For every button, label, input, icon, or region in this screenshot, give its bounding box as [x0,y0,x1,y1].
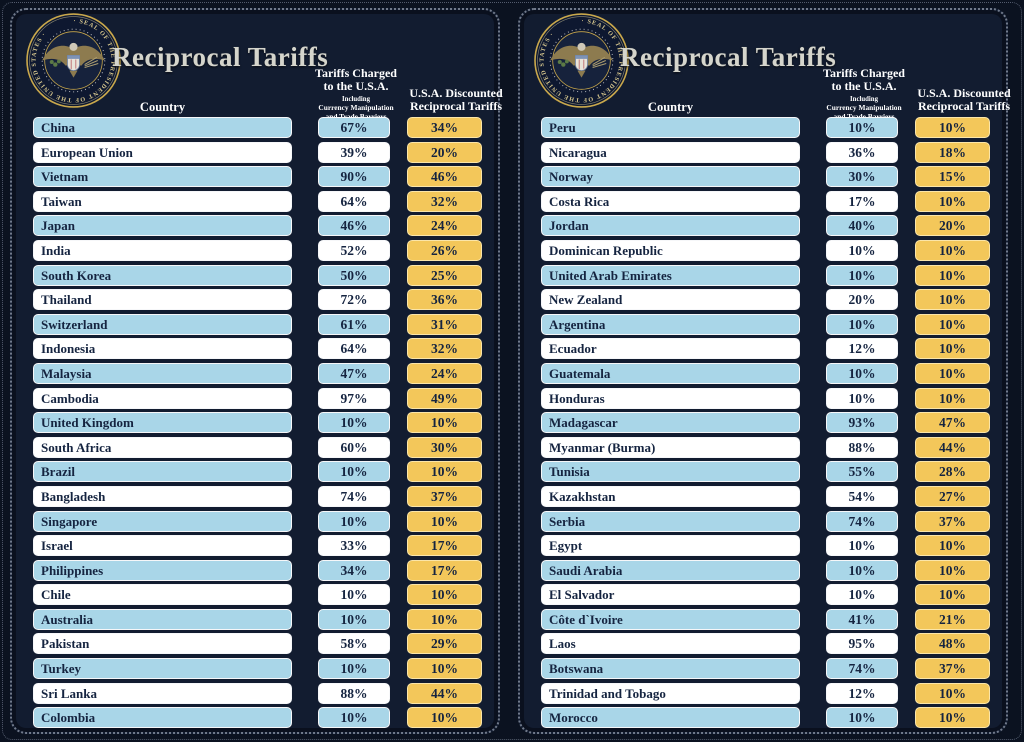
discounted-cell: 30% [407,437,482,458]
presidential-seal-icon [26,13,121,108]
country-cell: Laos [541,633,800,654]
discounted-cell: 37% [915,511,990,532]
table-row [33,633,498,654]
tariff-panel-right [518,8,1011,734]
discounted-cell: 10% [915,707,990,728]
discounted-cell: 18% [915,142,990,163]
discounted-cell: 36% [407,289,482,310]
charged-cell: 10% [318,412,390,433]
discounted-cell: 10% [915,560,990,581]
charged-cell: 50% [318,265,390,286]
column-header-discounted [901,87,1024,114]
table-row [33,535,498,556]
discounted-cell: 10% [915,191,990,212]
country-cell: Bangladesh [33,486,292,507]
charged-header-line1: Tariffs Charged [823,66,905,80]
country-cell: Egypt [541,535,800,556]
country-cell: Israel [33,535,292,556]
country-cell: Japan [33,215,292,236]
country-cell: Argentina [541,314,800,335]
country-cell: Côte d`Ivoire [541,609,800,630]
charged-header-sub1: Including [342,95,370,103]
country-cell: South Africa [33,437,292,458]
table-row [33,486,498,507]
country-cell: Brazil [33,461,292,482]
charged-cell: 97% [318,388,390,409]
charged-cell: 61% [318,314,390,335]
table-row [541,215,1006,236]
charged-header-line2: to the U.S.A. [323,79,389,94]
charged-cell: 67% [318,117,390,138]
table-row [33,683,498,704]
country-cell: Peru [541,117,800,138]
discounted-cell: 10% [407,412,482,433]
country-cell: European Union [33,142,292,163]
table-row [33,461,498,482]
table-row [33,314,498,335]
country-cell: Colombia [33,707,292,728]
page-title: Reciprocal Tariffs [620,42,837,72]
country-cell: Sri Lanka [33,683,292,704]
charged-cell: 10% [826,240,898,261]
country-cell: Cambodia [33,388,292,409]
country-cell: Tunisia [541,461,800,482]
country-cell: United Arab Emirates [541,265,800,286]
page-title: Reciprocal Tariffs [112,42,329,72]
discounted-cell: 10% [915,289,990,310]
table-row [541,117,1006,138]
tariff-table-right [541,117,1006,732]
discounted-header-line2: Reciprocal Tariffs [917,99,1011,114]
discounted-header-line1: U.S.A. Discounted [917,86,1011,100]
charged-cell: 10% [826,560,898,581]
country-cell: India [33,240,292,261]
charged-cell: 33% [318,535,390,556]
charged-cell: 10% [318,461,390,482]
discounted-cell: 17% [407,560,482,581]
discounted-cell: 37% [915,658,990,679]
country-cell: El Salvador [541,584,800,605]
table-row [33,363,498,384]
discounted-cell: 32% [407,191,482,212]
table-row [33,412,498,433]
country-cell: Kazakhstan [541,486,800,507]
charged-cell: 88% [826,437,898,458]
country-cell: Dominican Republic [541,240,800,261]
country-cell: Ecuador [541,338,800,359]
table-row [33,117,498,138]
discounted-cell: 10% [407,511,482,532]
charged-cell: 17% [826,191,898,212]
discounted-cell: 47% [915,412,990,433]
country-cell: Turkey [33,658,292,679]
charged-cell: 64% [318,338,390,359]
charged-cell: 10% [826,388,898,409]
table-row [541,363,1006,384]
country-cell: Serbia [541,511,800,532]
country-cell: Indonesia [33,338,292,359]
table-row [541,707,1006,728]
column-header-country: Country [647,100,694,114]
panel-header [12,10,503,117]
discounted-cell: 28% [915,461,990,482]
table-row [33,191,498,212]
panel-header [520,10,1011,117]
country-cell: United Kingdom [33,412,292,433]
table-row [541,289,1006,310]
charged-cell: 10% [318,658,390,679]
charged-cell: 10% [318,511,390,532]
charged-cell: 74% [318,486,390,507]
discounted-cell: 10% [915,117,990,138]
country-cell: Singapore [33,511,292,532]
discounted-cell: 31% [407,314,482,335]
charged-header-sub2: Currency Manipulation [318,103,394,113]
charged-cell: 40% [826,215,898,236]
charged-cell: 10% [826,363,898,384]
discounted-cell: 10% [407,658,482,679]
presidential-seal-icon [534,13,629,108]
charged-cell: 64% [318,191,390,212]
country-cell: Malaysia [33,363,292,384]
discounted-cell: 20% [407,142,482,163]
country-cell: Costa Rica [541,191,800,212]
charged-cell: 10% [826,707,898,728]
discounted-cell: 37% [407,486,482,507]
charged-cell: 34% [318,560,390,581]
charged-cell: 12% [826,683,898,704]
discounted-cell: 10% [915,265,990,286]
discounted-cell: 15% [915,166,990,187]
charged-header-line2: to the U.S.A. [831,79,897,94]
charged-cell: 20% [826,289,898,310]
discounted-cell: 44% [915,437,990,458]
table-row [541,265,1006,286]
discounted-cell: 24% [407,363,482,384]
charged-cell: 60% [318,437,390,458]
discounted-cell: 49% [407,388,482,409]
charged-cell: 41% [826,609,898,630]
table-row [541,191,1006,212]
table-row [33,658,498,679]
charged-cell: 74% [826,658,898,679]
charged-cell: 10% [318,707,390,728]
discounted-cell: 10% [915,535,990,556]
discounted-cell: 48% [915,633,990,654]
discounted-cell: 10% [915,584,990,605]
country-cell: Madagascar [541,412,800,433]
discounted-cell: 34% [407,117,482,138]
table-row [541,142,1006,163]
table-row [33,166,498,187]
country-cell: Pakistan [33,633,292,654]
table-row [33,142,498,163]
discounted-cell: 25% [407,265,482,286]
country-cell: Jordan [541,215,800,236]
discounted-cell: 29% [407,633,482,654]
table-row [541,535,1006,556]
table-row [541,633,1006,654]
table-row [33,437,498,458]
table-row [541,511,1006,532]
table-row [541,658,1006,679]
charged-cell: 39% [318,142,390,163]
discounted-cell: 24% [407,215,482,236]
table-row [33,240,498,261]
table-row [541,609,1006,630]
country-cell: China [33,117,292,138]
country-cell: Botswana [541,658,800,679]
country-cell: Nicaragua [541,142,800,163]
column-header-discounted [393,87,519,114]
discounted-cell: 10% [915,683,990,704]
country-cell: South Korea [33,265,292,286]
country-cell: Chile [33,584,292,605]
charged-cell: 10% [826,265,898,286]
discounted-cell: 27% [915,486,990,507]
table-row [33,584,498,605]
discounted-cell: 10% [915,363,990,384]
table-row [33,388,498,409]
discounted-cell: 10% [407,609,482,630]
tariff-panel-left [10,8,503,734]
charged-cell: 47% [318,363,390,384]
charged-cell: 12% [826,338,898,359]
table-row [541,166,1006,187]
country-cell: Taiwan [33,191,292,212]
country-cell: Myanmar (Burma) [541,437,800,458]
discounted-cell: 26% [407,240,482,261]
table-row [33,289,498,310]
country-cell: Honduras [541,388,800,409]
discounted-cell: 10% [915,338,990,359]
discounted-cell: 10% [407,707,482,728]
table-row [33,560,498,581]
discounted-cell: 10% [407,584,482,605]
charged-cell: 10% [826,584,898,605]
charged-cell: 72% [318,289,390,310]
discounted-cell: 10% [915,388,990,409]
charged-cell: 54% [826,486,898,507]
charged-cell: 46% [318,215,390,236]
discounted-cell: 46% [407,166,482,187]
discounted-cell: 10% [407,461,482,482]
discounted-cell: 17% [407,535,482,556]
table-row [541,338,1006,359]
table-row [33,215,498,236]
table-row [541,388,1006,409]
discounted-header-line2: Reciprocal Tariffs [409,99,503,114]
charged-cell: 10% [826,117,898,138]
discounted-cell: 20% [915,215,990,236]
discounted-cell: 10% [915,240,990,261]
charged-header-line1: Tariffs Charged [315,66,397,80]
table-row [33,707,498,728]
tariff-table-left [33,117,498,732]
charged-cell: 93% [826,412,898,433]
table-row [541,437,1006,458]
discounted-header-line1: U.S.A. Discounted [409,86,503,100]
country-cell: Guatemala [541,363,800,384]
charged-cell: 10% [318,609,390,630]
charged-cell: 88% [318,683,390,704]
charged-cell: 30% [826,166,898,187]
discounted-cell: 32% [407,338,482,359]
table-row [541,683,1006,704]
country-cell: Morocco [541,707,800,728]
table-row [33,338,498,359]
table-row [541,240,1006,261]
table-row [541,314,1006,335]
table-row [541,486,1006,507]
table-row [33,609,498,630]
table-row [541,412,1006,433]
country-cell: Australia [33,609,292,630]
discounted-cell: 10% [915,314,990,335]
table-row [33,265,498,286]
discounted-cell: 44% [407,683,482,704]
column-header-country: Country [139,100,186,114]
discounted-cell: 21% [915,609,990,630]
table-row [33,511,498,532]
charged-cell: 95% [826,633,898,654]
charged-header-sub1: Including [850,95,878,103]
charged-cell: 58% [318,633,390,654]
country-cell: Norway [541,166,800,187]
charged-cell: 90% [318,166,390,187]
charged-cell: 52% [318,240,390,261]
country-cell: Saudi Arabia [541,560,800,581]
country-cell: Vietnam [33,166,292,187]
charged-cell: 10% [318,584,390,605]
country-cell: Switzerland [33,314,292,335]
charged-cell: 36% [826,142,898,163]
country-cell: New Zealand [541,289,800,310]
country-cell: Philippines [33,560,292,581]
charged-cell: 55% [826,461,898,482]
table-row [541,584,1006,605]
country-cell: Trinidad and Tobago [541,683,800,704]
table-row [541,560,1006,581]
charged-cell: 10% [826,535,898,556]
charged-cell: 10% [826,314,898,335]
charged-header-sub2: Currency Manipulation [826,103,902,113]
country-cell: Thailand [33,289,292,310]
charged-cell: 74% [826,511,898,532]
table-row [541,461,1006,482]
